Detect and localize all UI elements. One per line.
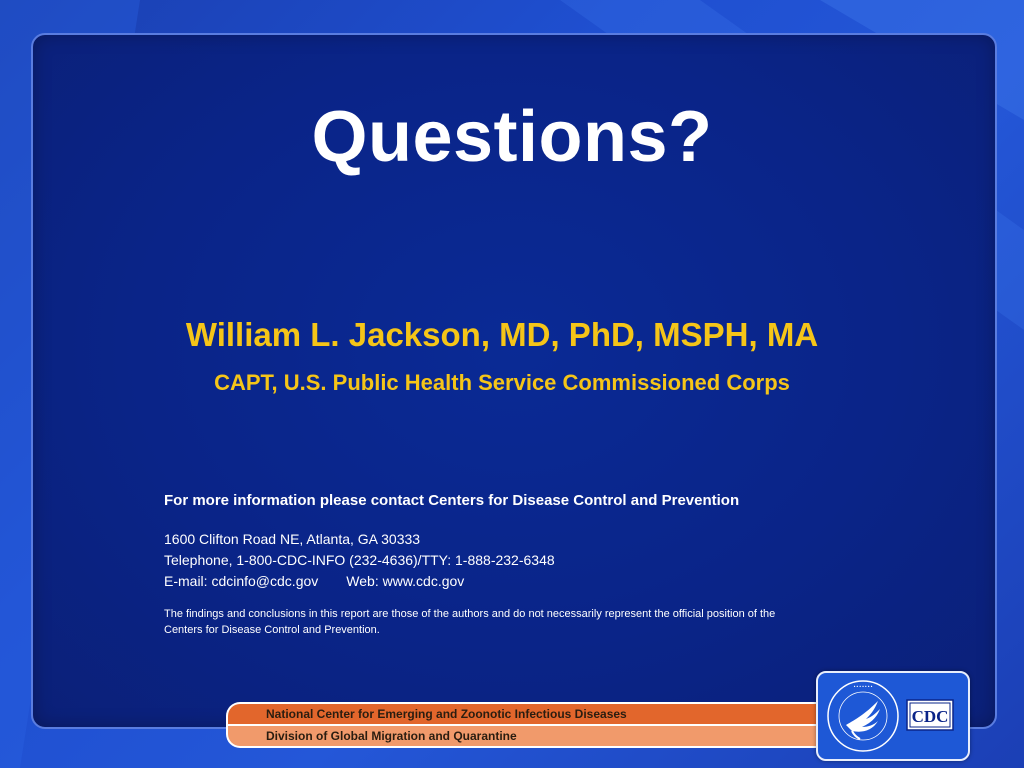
cdc-logo-icon <box>906 699 954 731</box>
footer-division-name: Division of Global Migration and Quarantine <box>228 726 828 746</box>
presenter-title: CAPT, U.S. Public Health Service Commissioned Corps <box>214 370 790 395</box>
footer-center-name: National Center for Emerging and Zoonotic Infectious Diseases <box>228 704 828 724</box>
hhs-eagle-seal-icon <box>826 679 900 753</box>
contact-web: Web: www.cdc.gov <box>346 573 465 589</box>
svg-text:• • • • • • •: • • • • • • • <box>853 684 873 689</box>
logo-box <box>816 671 970 761</box>
contact-details <box>164 529 864 592</box>
contact-info <box>164 490 864 638</box>
disclaimer: The findings and conclusions in this report are those of the authors and do not necessarily represent the official position of the Centers for Disease Control and Prevention. <box>164 608 776 636</box>
contact-telephone: Telephone, 1-800-CDC-INFO (232-4636)/TTY: 1-888-232-6348 <box>164 552 555 568</box>
presenter-name: William L. Jackson, MD, PhD, MSPH, MA <box>185 316 819 353</box>
contact-heading: For more information please contact Centers for Disease Control and Prevention <box>164 492 740 509</box>
cdc-logo-text: CDC <box>911 707 949 726</box>
contact-email: E-mail: cdcinfo@cdc.gov <box>164 573 319 589</box>
slide-title: Questions? <box>311 97 713 177</box>
contact-email-web-row <box>164 571 864 592</box>
contact-address: 1600 Clifton Road NE, Atlanta, GA 30333 <box>164 531 421 547</box>
